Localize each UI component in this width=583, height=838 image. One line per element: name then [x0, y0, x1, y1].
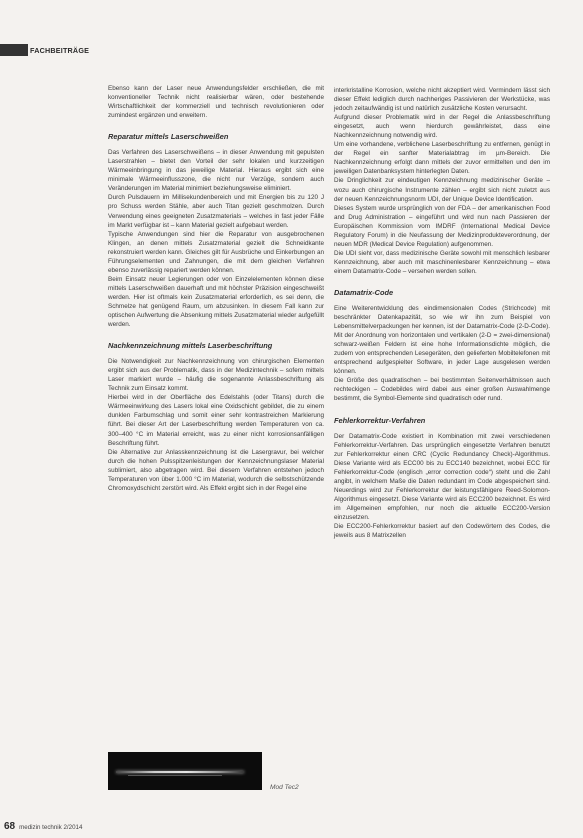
- figure-caption: Mod Tec2: [270, 784, 299, 791]
- paragraph: Dieses System wurde ursprünglich von der FDA – der amerikanischen Food and Drug Administration – eingeführt und wird nun nach Passieren der Europäischen Kommission vom IMDRF (International Medical Device Regulatory Forum) in die Neufassung der Medizinprodukteverordnung, der neuen MDR (Medical Device Regulation) aufgenommen.: [334, 204, 550, 248]
- paragraph: Beim Einsatz neuer Legierungen oder von Einzelelementen können diese mittels Laserschweißen dauerhaft und mit höchster Präzision eingeschweißt werden. Hier ist oftmals kein Zusatzmaterial erforderlich, es sei denn, die Schmelze hat genügend Raum, um abzusinken. In diesem Fall kann zur optischen Aufwertung die Absenkung mittels Zusatzmaterial wieder aufgefüllt werden.: [108, 275, 324, 329]
- paragraph: Die UDI sieht vor, dass medizinische Geräte sowohl mit menschlich lesbarer Kennzeichnung, aber auch mit maschinenlesbarer Kennzeichnung – etwa einem Datamatrix-Code – versehen werden sollen.: [334, 249, 550, 275]
- paragraph: Hierbei wird in der Oberfläche des Edelstahls (oder Titans) durch die Wärmeeinwirkung des Lasers lokal eine Oxidschicht gebildet, die zu einem dunklen Farbumschlag und somit einer sehr kontrastreichen Markierung führt. Bei dieser Art der Laserbeschriftung werden Temperaturen von ca. 300–400 °C im Material erreicht, was zu einer nicht korrosionsanfälligen Beschriftung führt.: [108, 394, 324, 447]
- section-heading-reparatur: Reparatur mittels Laserschweißen: [108, 132, 229, 142]
- section-heading-nachkennzeichnung: Nachkennzeichnung mittels Laserbeschriftung: [108, 341, 273, 351]
- paragraph: Die Dringlichkeit zur eindeutigen Kennzeichnung medizinischer Geräte – wozu auch chirurgische Instrumente zählen – ergibt sich nicht zuletzt aus der neuen Kennzeichnungsnorm UDI, der Unique Device Identification.: [334, 177, 550, 203]
- paragraph: Die ECC200-Fehlerkorrektur basiert auf den Codewörtern des Codes, die jeweils aus 8 Matrixzellen: [334, 522, 550, 540]
- page-number: 68: [4, 821, 16, 832]
- paragraph: Durch Pulsdauern im Millisekundenbereich und mit Energien bis zu 120 J pro Schuss werden Stähle, aber auch Titan gezielt geschmolzen. Durch Verwendung eines geeigneten Zusatzmaterials – welches in fast jeder Fälle im Markt verfügbar ist – kann Material gezielt aufgebaut werden.: [108, 194, 324, 229]
- paragraph: Um eine vorhandene, verblichene Laserbeschriftung zu entfernen, genügt in der Regel ein sanfter Materialabtrag im µm-Bereich. Die Nachkennzeichnung erfolgt dann mittels der zuvor ermittelten und den im jeweiligen Datenbanksystem hinterlegten Daten.: [334, 141, 550, 176]
- paragraph: Eine Weiterentwicklung des eindimensionalen Codes (Strichcode) mit beschränkter Datenkapazität, so wie wir ihn zum Beispiel von Lebensmittelverpackungen her kennen, ist der Datamatrix-Code (2-D-Code). Mit der Anordnung von horizontalen und vertikalen (2-D = zwei-dimensional) schwarz-weißen Feldern ist eine hohe Informationsdichte möglich, die zudem von entsprechenden Lesegeräten, den gelieferten Mobiltelefonen mit entsprechend aufgespielter Software, in jeder Lage ausgelesen werden können.: [334, 304, 550, 376]
- laser-beam-highlight: [116, 771, 244, 773]
- left-column: [108, 84, 324, 493]
- paragraph: Das Verfahren des Laserschweißens – in dieser Anwendung mit gepulsten Laserstrahlen – bietet den Vorteil der sehr lokalen und kurzzeitigen Wärmeeinbringung in das jeweilige Material. Hieraus ergibt sich eine minimale Wärmeeinflusszone, die nicht nur Verzüge, sondern auch Veränderungen im Material minimiert beziehungsweise eliminiert.: [108, 149, 324, 193]
- section-label: FACHBEITRÄGE: [30, 45, 90, 55]
- paragraph: Die Notwendigkeit zur Nachkennzeichnung von chirurgischen Elementen ergibt sich aus der Problematik, dass in der Medizintechnik – sofern mittels Laser markiert wurde – häufig die sogenannte Anlassbeschriftung als Technik zum Einsatz kommt.: [108, 358, 324, 393]
- paragraph: Der Datamatrix-Code existiert in Kombination mit zwei verschiedenen Fehlerkorrektur-Verfahren. Das ursprünglich eingesetzte Verfahren benutzt zur Fehlerkorrektur einen CRC (Cyclic Redundancy Check)-Algorithmus. Diese Variante wird als ECC00 bis zu ECC140 bezeichnet, wobei ECC für Fehlerkorrektur-Code (englisch „error correction code“) steht und die Zahl angibt, in welchem Maße die Daten redundant im Code abgespeichert sind. Neuerdings wird zur Fehlerkorrektur der leistungsfähigere Reed-Solomon-Algorithmus eingesetzt. Diese Variante wird als ECC200 bezeichnet. Es wird im Allgemeinen empfohlen, nur noch die aktuelle ECC200-Version einzusetzen.: [334, 432, 550, 521]
- paragraph: interkristalline Korrosion, welche nicht akzeptiert wird. Vermindern lässt sich dieser Effekt lediglich durch nachheriges Passivieren der Werkstücke, was jedoch zeitaufwändig ist und natürlich zusätzliche Kosten verursacht.: [334, 87, 550, 113]
- publication-name: medizin technik 2/2014: [19, 824, 83, 831]
- right-column: [334, 86, 550, 540]
- section-header-bar: [0, 44, 28, 56]
- laser-photo: [108, 752, 262, 790]
- paragraph: Aufgrund dieser Problematik wird in der Regel die Anlassbeschriftung eingesetzt, auch wenn hierdurch gewährleistet, dass eine Nachkennzeichnung notwendig wird.: [334, 114, 550, 140]
- section-header: [0, 44, 89, 56]
- page-footer: [4, 821, 82, 832]
- section-heading-fehlerkorrektur: Fehlerkorrektur-Verfahren: [334, 415, 426, 425]
- paragraph: Die Alternative zur Anlasskennzeichnung ist die Lasergravur, bei welcher durch die hohen Pulsspitzenleistungen der Kennzeichnungslaser Material sublimiert, also abgetragen wird. Bei diesem Verfahren entstehen jedoch Temperaturen von über 1.000 °C im Material, wodurch die selbstschützende Chromoxydschicht zerstört wird. Als Effekt ergibt sich in der Regel eine: [108, 448, 324, 492]
- paragraph: Die Größe des quadratischen – bei bestimmten Seitenverhältnissen auch rechteckigen – Codebildes wird dabei aus einer großen Auswahlmenge bestimmt, die Symbol-Elemente sind quadratisch oder rund.: [334, 377, 550, 403]
- paragraph: Typische Anwendungen sind hier die Reparatur von ausgebrochenen Klingen, an denen mittels Zusatzmaterial gezielt die Schneidkante rekonstruiert werden kann. Gleiches gilt für Ausbrüche und Einkerbungen an Führungselementen und Zahnungen, die mit dem gleichen Verfahren ebenso zuverlässig repariert werden können.: [108, 230, 324, 274]
- laser-beam-reflection: [128, 775, 222, 776]
- section-heading-datamatrix: Datamatrix-Code: [334, 287, 394, 297]
- intro-paragraph: Ebenso kann der Laser neue Anwendungsfelder erschließen, die mit konventioneller Technik nicht realisierbar wären, oder bestehende Wirtschaftlichkeit der kommerziell und technisch revolutionieren oder zumindest ergänzen und erweitern.: [108, 85, 324, 120]
